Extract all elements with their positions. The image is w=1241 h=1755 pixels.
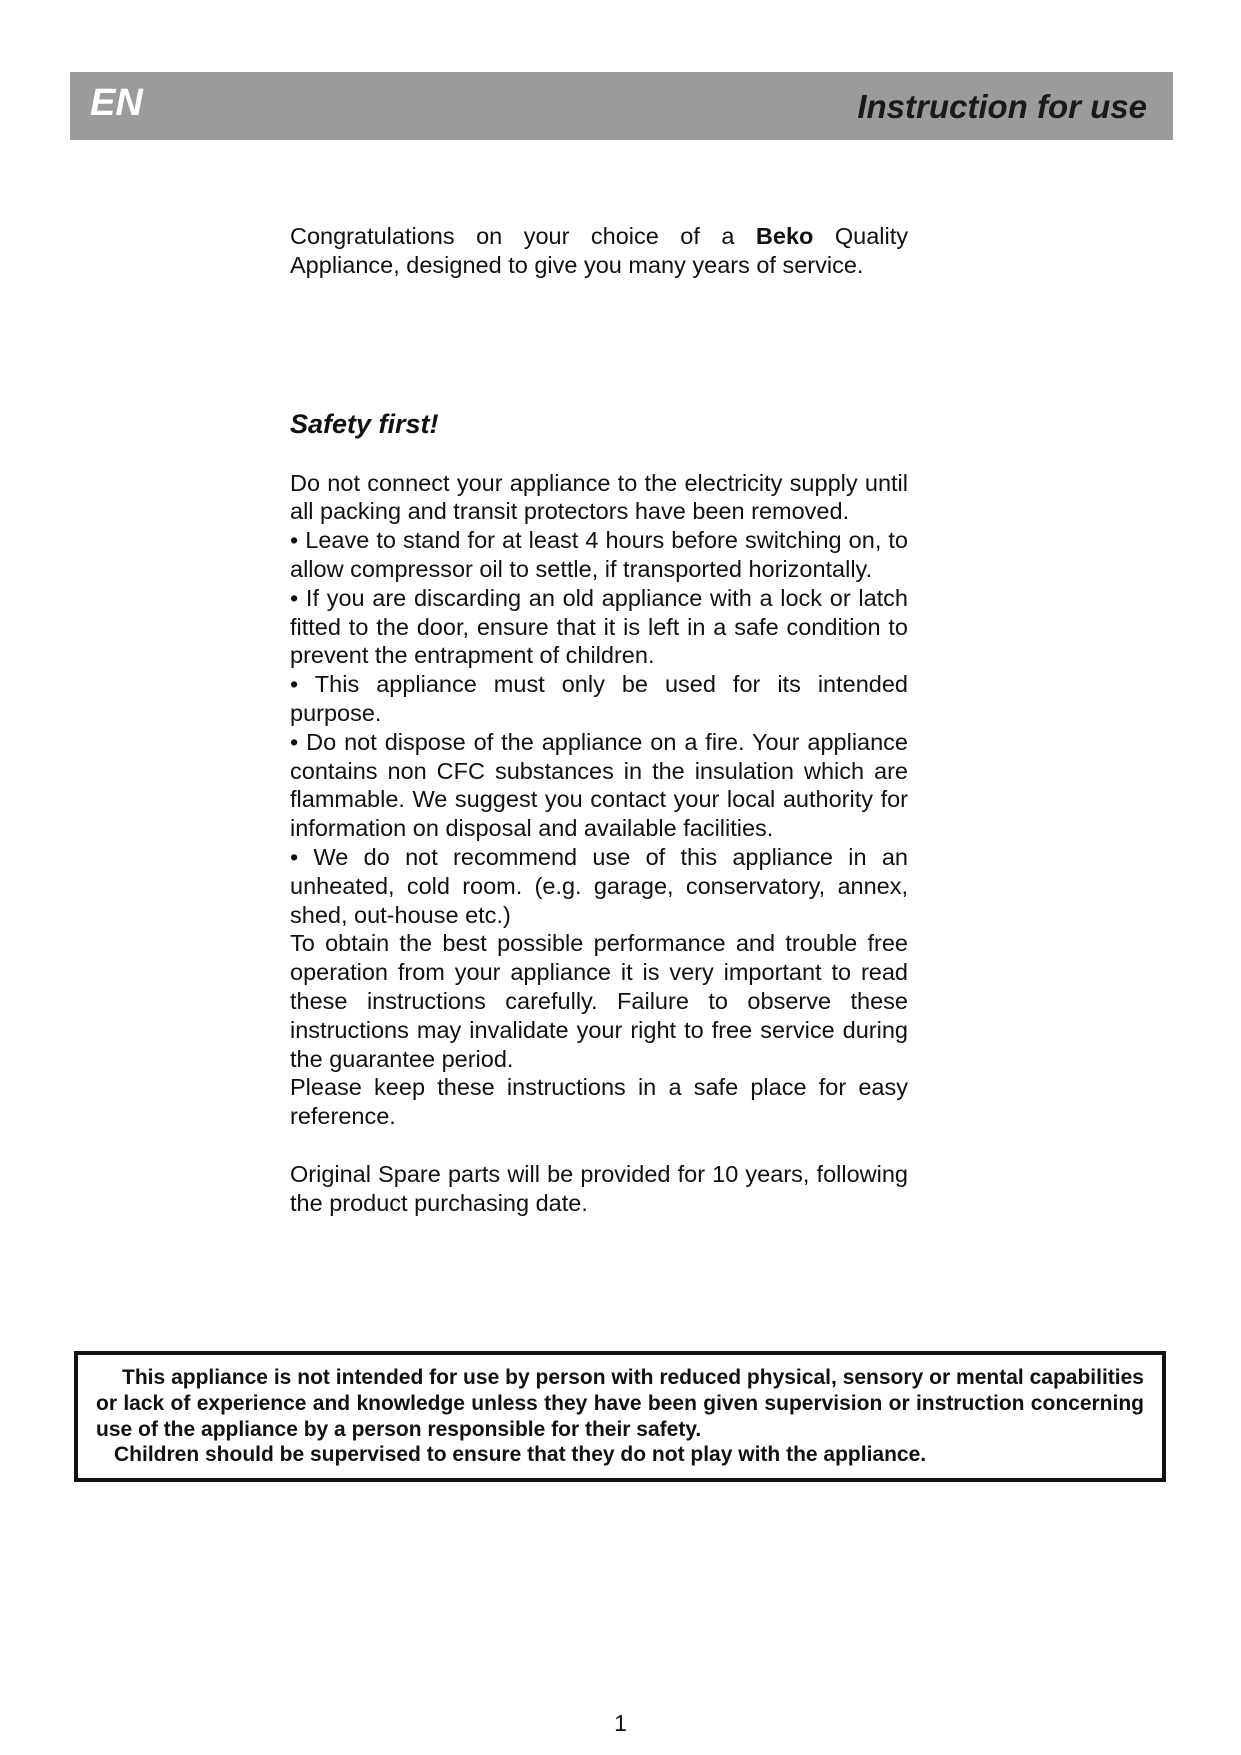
warning-box (74, 1351, 1166, 1482)
safety-bullet: • We do not recommend use of this appliance in an unheated, cold room. (e.g. garage, conservatory, annex, shed, out-house etc.) (290, 843, 908, 928)
safety-heading: Safety first! (290, 408, 439, 439)
spare-parts-note: Original Spare parts will be provided for 10 years, following the product purchasing date. (290, 1160, 908, 1216)
safety-bullet: • Leave to stand for at least 4 hours before switching on, to allow compressor oil to settle, if transported horizontally. (290, 527, 908, 582)
intro-paragraph (290, 222, 908, 280)
intro-text-start: Congratulations on your choice of a (290, 223, 756, 249)
spacer (290, 1131, 908, 1160)
safety-bullet: • Do not dispose of the appliance on a fire. Your appliance contains non CFC substances in the insulation which are flammable. We suggest you contact your local authority for information on disposal and available facilities. (290, 728, 908, 842)
safety-bullet: • This appliance must only be used for its intended purpose. (290, 671, 908, 726)
intro-text-end: Quality Appliance, designed to give you many years of service. (290, 223, 909, 278)
brand-name: Beko (755, 223, 814, 249)
document-title: Instruction for use (857, 88, 1147, 125)
page-number: 1 (614, 1710, 627, 1736)
safety-paragraph: To obtain the best possible performance and trouble free operation from your appliance it is very important to read these instructions carefully. Failure to observe these instructions may invalidate your right to free service during the guarantee period. (290, 930, 908, 1072)
safety-paragraph: Do not connect your appliance to the electricity supply until all packing and transit protectors have been removed. (290, 469, 908, 525)
safety-paragraph: Please keep these instructions in a safe place for easy reference. (290, 1074, 908, 1130)
language-code: EN (90, 82, 143, 124)
spacer (290, 280, 908, 408)
main-content (290, 222, 908, 1218)
warning-paragraph: This appliance is not intended for use by person with reduced physical, sensory or mental capabilities or lack of experience and knowledge unless they have been given supervision or instruction concerning use of the appliance by a person responsible for their safety. (96, 1366, 1144, 1441)
safety-bullet: • If you are discarding an old appliance with a lock or latch fitted to the door, ensure that it is left in a safe condition to prevent the entrapment of children. (290, 584, 908, 669)
warning-paragraph-children: Children should be supervised to ensure that they do not play with the appliance. (114, 1443, 927, 1467)
header-bar (70, 72, 1173, 140)
